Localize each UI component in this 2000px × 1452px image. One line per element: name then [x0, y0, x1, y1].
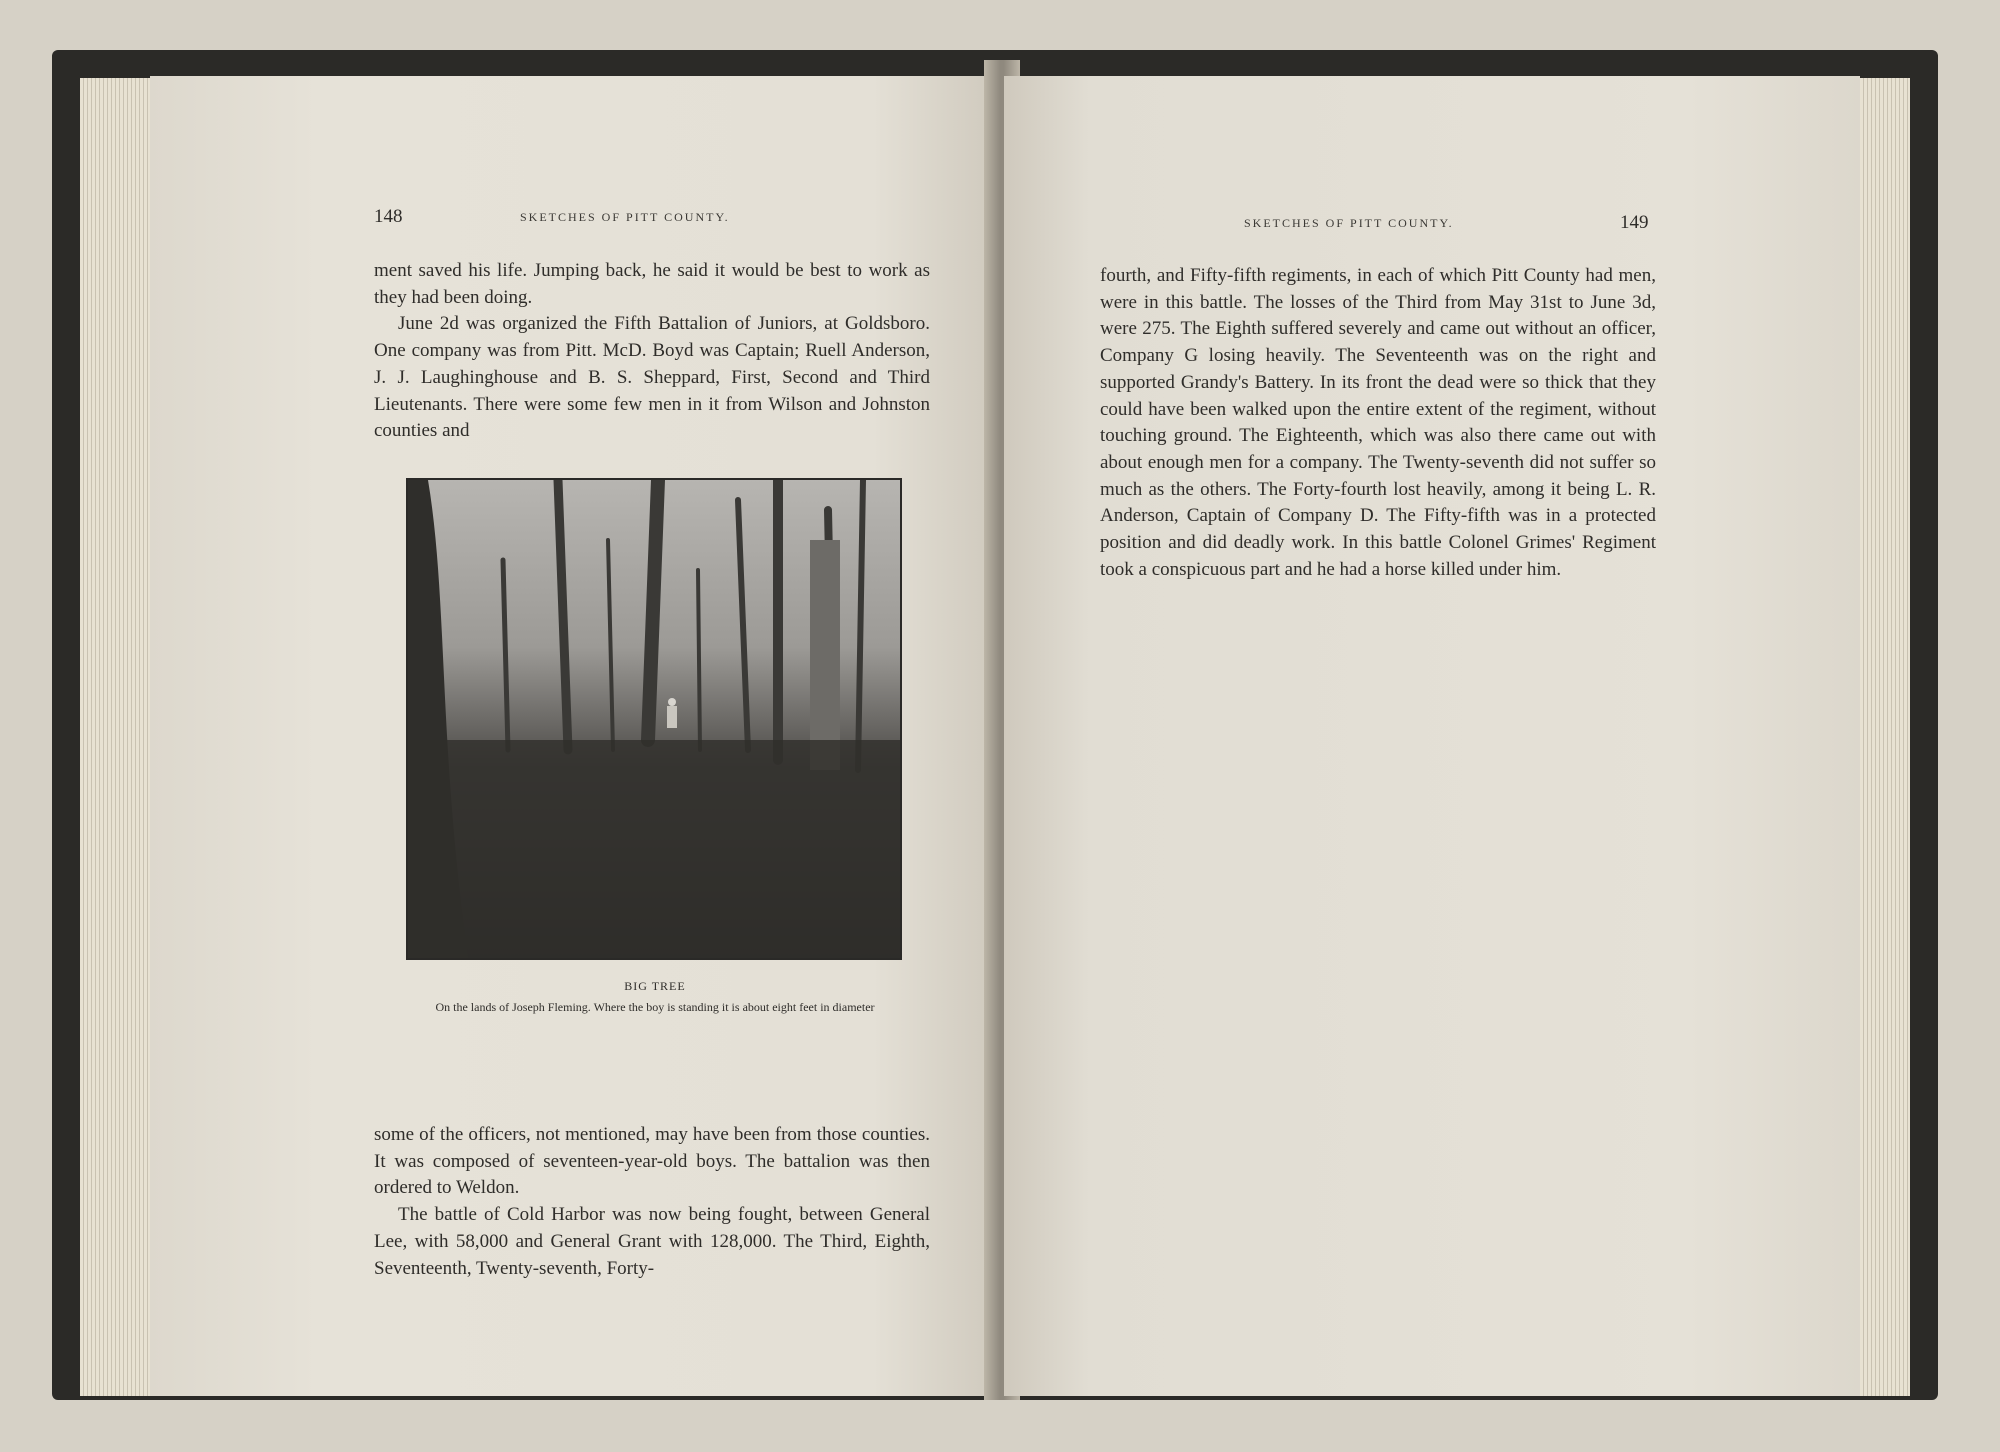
paragraph: some of the officers, not mentioned, may have been from those counties. It was composed of seventeen-year-old boys. The battalion was then ordered to Weldon. [374, 1124, 930, 1199]
photo-caption-title: BIG TREE [624, 979, 686, 993]
right-running-head: SKETCHES OF PITT COUNTY. [1244, 216, 1454, 230]
right-text [1100, 263, 1656, 583]
big-tree-photo [406, 478, 902, 960]
left-running-head: SKETCHES OF PITT COUNTY. [520, 210, 730, 224]
left-text-top [374, 258, 930, 445]
left-page-number: 148 [374, 206, 403, 227]
left-page [150, 76, 1000, 1396]
right-page-number: 149 [1620, 212, 1649, 233]
forest-photo-image [408, 480, 900, 958]
right-page [1004, 76, 1860, 1396]
paragraph: ment saved his life. Jumping back, he said it would be best to work as they had been doing. [374, 260, 930, 308]
paragraph: The battle of Cold Harbor was now being fought, between General Lee, with 58,000 and General Grant with 128,000. The Third, Eighth, Seventeenth, Twenty-seventh, Forty- [374, 1204, 930, 1279]
paragraph: fourth, and Fifty-fifth regiments, in each of which Pitt County had men, were in this battle. The losses of the Third from May 31st to June 3d, were 275. The Eighth suffered severely and came out without an officer, Company G losing heavily. The Seventeenth was on the right and supported Grandy's Battery. In its front the dead were so thick that they could have been walked upon the entire extent of the regiment, without touching ground. The Eighteenth, which was also there came out with about enough men for a company. The Twenty-seventh did not suffer so much as the others. The Forty-fourth lost heavily, among it being L. R. Anderson, Captain of Company D. The Fifty-fifth was in a protected position and did deadly work. In this battle Colonel Grimes' Regiment took a conspicuous part and he had a horse killed under him. [1100, 265, 1656, 580]
left-text-bottom [374, 1122, 930, 1282]
paragraph: June 2d was organized the Fifth Battalion of Juniors, at Goldsboro. One company was from Pitt. McD. Boyd was Captain; Ruell Anderson, J. J. Laughinghouse and B. S. Sheppard, First, Second and Third Lieutenants. There were some few men in it from Wilson and Johnston counties and [374, 313, 930, 442]
photo-caption-text: On the lands of Joseph Fleming. Where the boy is standing it is about eight feet in diameter [435, 1000, 875, 1014]
